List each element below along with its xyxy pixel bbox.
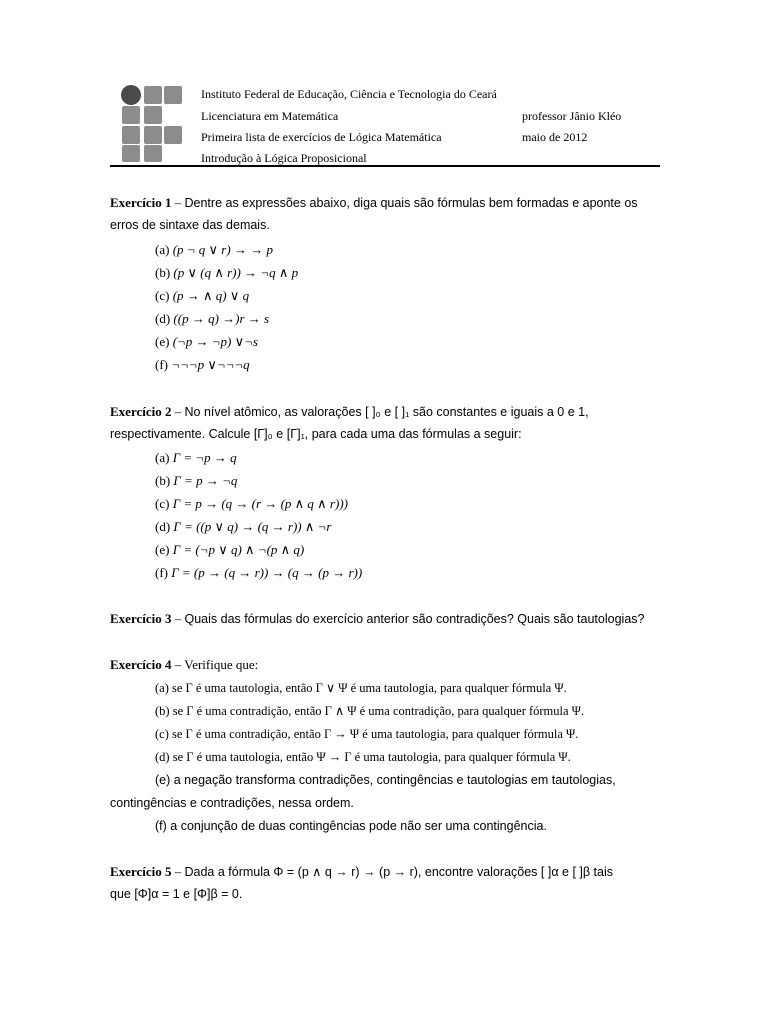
exercise-4-statement <box>110 654 658 676</box>
logo-square <box>164 86 182 104</box>
exercise-2-item: (f) Γ = (p → (q → r)) → (q → (p → r)) <box>155 565 363 580</box>
exercise-3-statement <box>110 608 658 630</box>
exercise-1-text: erros de sintaxe das demais. <box>110 218 270 232</box>
exercise-4-item-c: (c) se Γ é uma contradição, então Γ → Ψ é uma tautologia, para qualquer fórmula Ψ. <box>155 727 579 741</box>
logo-square <box>164 126 182 144</box>
exercise-2-text: respectivamente. Calcule [Γ]₀ e [Γ]₁, para cada uma das fórmulas a seguir: <box>110 427 522 441</box>
header-topic: Introdução à Lógica Proposicional <box>201 151 367 165</box>
formula: Γ = (p → (q → r)) → (q → (p → r)) <box>171 565 363 580</box>
exercise-4-label: Exercício 4 <box>110 657 172 672</box>
exercise-1-text: Dentre as expressões abaixo, diga quais são fórmulas bem formadas e aponte os <box>184 196 638 210</box>
formula: Γ = ¬p → q <box>172 450 237 465</box>
exercise-3-text: Quais das fórmulas do exercício anterior são contradições? Quais são tautologias? <box>184 612 645 626</box>
formula: ¬¬¬p ∨¬¬¬q <box>171 357 250 372</box>
logo-square <box>122 106 140 124</box>
header-rule <box>110 165 660 167</box>
exercise-2-item: (e) Γ = (¬p ∨ q) ∧ ¬(p ∧ q) <box>155 542 305 557</box>
institute-logo <box>121 85 183 163</box>
formula: (¬p → ¬p) ∨¬s <box>172 334 258 349</box>
header-institute: Instituto Federal de Educação, Ciência e Tecnologia do Ceará <box>201 87 497 101</box>
exercise-4-item-d: (d) se Γ é uma tautologia, então Ψ → Γ é uma tautologia, para qualquer fórmula Ψ. <box>155 750 571 764</box>
exercise-2-item: (b) Γ = p → ¬q <box>155 473 238 488</box>
header-date: maio de 2012 <box>522 130 588 144</box>
exercise-2-item: (c) Γ = p → (q → (r → (p ∧ q ∧ r))) <box>155 496 348 511</box>
exercise-5-text: Dada a fórmula Φ = (p ∧ q → r) → (p → r), encontre valorações [ ]α e [ ]β tais <box>184 865 613 879</box>
exercise-5-text: que [Φ]α = 1 e [Φ]β = 0. <box>110 887 243 901</box>
exercise-1-item: (e) (¬p → ¬p) ∨¬s <box>155 334 258 349</box>
header-list-title: Primeira lista de exercícios de Lógica Matemática <box>201 130 442 144</box>
logo-square <box>144 145 162 162</box>
exercise-4-item-a: (a) se Γ é uma tautologia, então Γ ∨ Ψ é uma tautologia, para qualquer fórmula Ψ. <box>155 681 567 695</box>
exercise-5-statement <box>110 861 658 905</box>
exercise-2-label: Exercício 2 <box>110 404 172 419</box>
exercise-1-item: (d) ((p → q) →)r → s <box>155 311 270 326</box>
logo-circle <box>121 85 141 105</box>
exercise-2-text: No nível atômico, as valorações [ ]₀ e [ ]₁ são constantes e iguais a 0 e 1, <box>184 405 589 419</box>
formula: Γ = ((p ∨ q) → (q → r)) ∧ ¬r <box>173 519 332 534</box>
exercise-2-item: (a) Γ = ¬p → q <box>155 450 237 465</box>
exercise-1-item: (f) ¬¬¬p ∨¬¬¬q <box>155 357 250 372</box>
exercise-1-dash: – <box>171 195 185 210</box>
logo-square <box>122 145 140 162</box>
exercise-5-dash: – <box>171 864 185 879</box>
exercise-5-label: Exercício 5 <box>110 864 172 879</box>
logo-square <box>144 86 162 104</box>
exercise-2-statement <box>110 401 658 445</box>
exercise-1-item: (c) (p → ∧ q) ∨ q <box>155 288 250 303</box>
exercise-2-dash: – <box>171 404 185 419</box>
exercise-1-item: (b) (p ∨ (q ∧ r)) → ¬q ∧ p <box>155 265 299 280</box>
formula: Γ = (¬p ∨ q) ∧ ¬(p ∧ q) <box>172 542 305 557</box>
formula: (p → ∧ q) ∨ q <box>172 288 250 303</box>
exercise-1-statement <box>110 192 658 236</box>
exercise-1-item: (a) (p ¬ q ∨ r) → → p <box>155 242 273 257</box>
logo-square <box>144 106 162 124</box>
exercise-3-dash: – <box>171 611 185 626</box>
logo-square <box>144 126 162 144</box>
formula: Γ = p → ¬q <box>173 473 238 488</box>
exercise-4-text: Verifique que: <box>184 657 259 672</box>
header-professor: professor Jânio Kléo <box>522 109 622 123</box>
exercise-3-label: Exercício 3 <box>110 611 172 626</box>
exercise-1-label: Exercício 1 <box>110 195 172 210</box>
exercise-4-dash: – <box>171 657 185 672</box>
formula: ((p → q) →)r → s <box>173 311 270 326</box>
exercise-4-item-b: (b) se Γ é uma contradição, então Γ ∧ Ψ é uma contradição, para qualquer fórmula Ψ. <box>155 704 585 718</box>
formula: Γ = p → (q → (r → (p ∧ q ∧ r))) <box>172 496 348 511</box>
logo-square <box>122 126 140 144</box>
exercise-4-item-f: (f) a conjunção de duas contingências pode não ser uma contingência. <box>155 819 547 833</box>
formula: (p ∨ (q ∧ r)) → ¬q ∧ p <box>173 265 299 280</box>
header-course: Licenciatura em Matemática <box>201 109 339 123</box>
exercise-4-item-e: (e) a negação transforma contradições, contingências e tautologias em tautologias, contingências e contradições, nessa ordem. <box>110 773 616 810</box>
formula: (p ¬ q ∨ r) → → p <box>172 242 273 257</box>
exercise-2-item: (d) Γ = ((p ∨ q) → (q → r)) ∧ ¬r <box>155 519 332 534</box>
